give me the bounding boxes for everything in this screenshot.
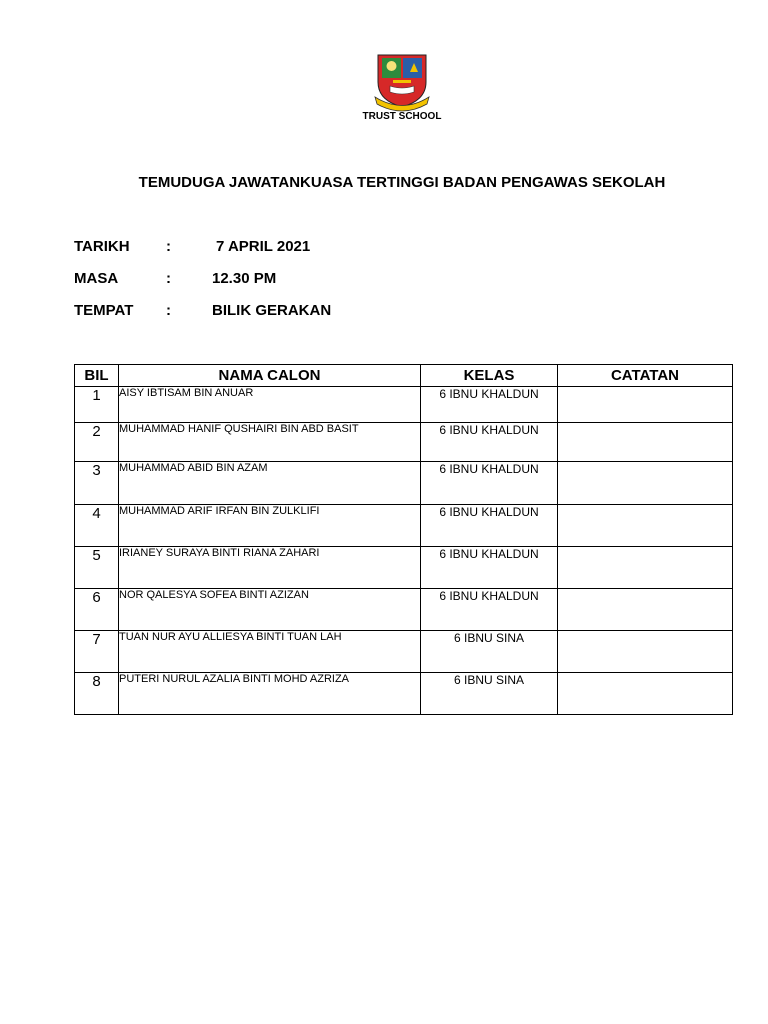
info-colon: : — [166, 302, 171, 319]
info-label: TARIKH — [74, 238, 130, 255]
info-label: MASA — [74, 270, 119, 287]
cell-nama: MUHAMMAD ARIF IRFAN BIN ZULKLIFI — [119, 505, 421, 547]
cell-catatan — [558, 423, 733, 462]
cell-catatan — [558, 673, 733, 715]
cell-kelas: 6 IBNU KHALDUN — [421, 462, 558, 505]
info-colon: : — [166, 238, 171, 255]
info-value: 7 APRIL 2021 — [216, 238, 311, 255]
cell-nama: NOR QALESYA SOFEA BINTI AZIZAN — [119, 589, 421, 631]
table-row — [75, 547, 733, 589]
header-nama-calon: NAMA CALON — [119, 365, 421, 387]
cell-bil: 6 — [75, 589, 119, 631]
school-name: TRUST SCHOOL — [362, 111, 442, 122]
table-row — [75, 423, 733, 462]
cell-nama: MUHAMMAD ABID BIN AZAM — [119, 462, 421, 505]
info-value: 12.30 PM — [212, 270, 277, 287]
cell-kelas: 6 IBNU KHALDUN — [421, 423, 558, 462]
cell-kelas: 6 IBNU KHALDUN — [421, 505, 558, 547]
cell-catatan — [558, 387, 733, 423]
candidate-table — [74, 364, 733, 715]
cell-nama: AISY IBTISAM BIN ANUAR — [119, 387, 421, 423]
table-row — [75, 631, 733, 673]
header-kelas: KELAS — [421, 365, 558, 387]
cell-bil: 2 — [75, 423, 119, 462]
table-row — [75, 387, 733, 423]
cell-nama: MUHAMMAD HANIF QUSHAIRI BIN ABD BASIT — [119, 423, 421, 462]
cell-catatan — [558, 505, 733, 547]
cell-catatan — [558, 547, 733, 589]
cell-catatan — [558, 631, 733, 673]
cell-catatan — [558, 462, 733, 505]
table-header-row — [75, 365, 733, 387]
table-row — [75, 505, 733, 547]
cell-nama: IRIANEY SURAYA BINTI RIANA ZAHARI — [119, 547, 421, 589]
header-bil: BIL — [75, 365, 119, 387]
info-label: TEMPAT — [74, 302, 134, 319]
cell-bil: 4 — [75, 505, 119, 547]
cell-bil: 3 — [75, 462, 119, 505]
cell-bil: 7 — [75, 631, 119, 673]
cell-kelas: 6 IBNU KHALDUN — [421, 589, 558, 631]
info-value: BILIK GERAKAN — [212, 302, 332, 319]
table-row — [75, 589, 733, 631]
document-title: TEMUDUGA JAWATANKUASA TERTINGGI BADAN PENGAWAS SEKOLAH — [138, 174, 666, 191]
cell-catatan — [558, 589, 733, 631]
cell-bil: 1 — [75, 387, 119, 423]
cell-nama: TUAN NUR AYU ALLIESYA BINTI TUAN LAH — [119, 631, 421, 673]
cell-kelas: 6 IBNU KHALDUN — [421, 547, 558, 589]
cell-nama: PUTERI NURUL AZALIA BINTI MOHD AZRIZA — [119, 673, 421, 715]
info-colon: : — [166, 270, 171, 287]
cell-bil: 8 — [75, 673, 119, 715]
cell-kelas: 6 IBNU SINA — [421, 673, 558, 715]
table-row — [75, 673, 733, 715]
school-crest-icon — [373, 52, 431, 112]
header-catatan: CATATAN — [558, 365, 733, 387]
cell-kelas: 6 IBNU KHALDUN — [421, 387, 558, 423]
table-row — [75, 462, 733, 505]
school-logo — [373, 52, 431, 112]
cell-bil: 5 — [75, 547, 119, 589]
cell-kelas: 6 IBNU SINA — [421, 631, 558, 673]
